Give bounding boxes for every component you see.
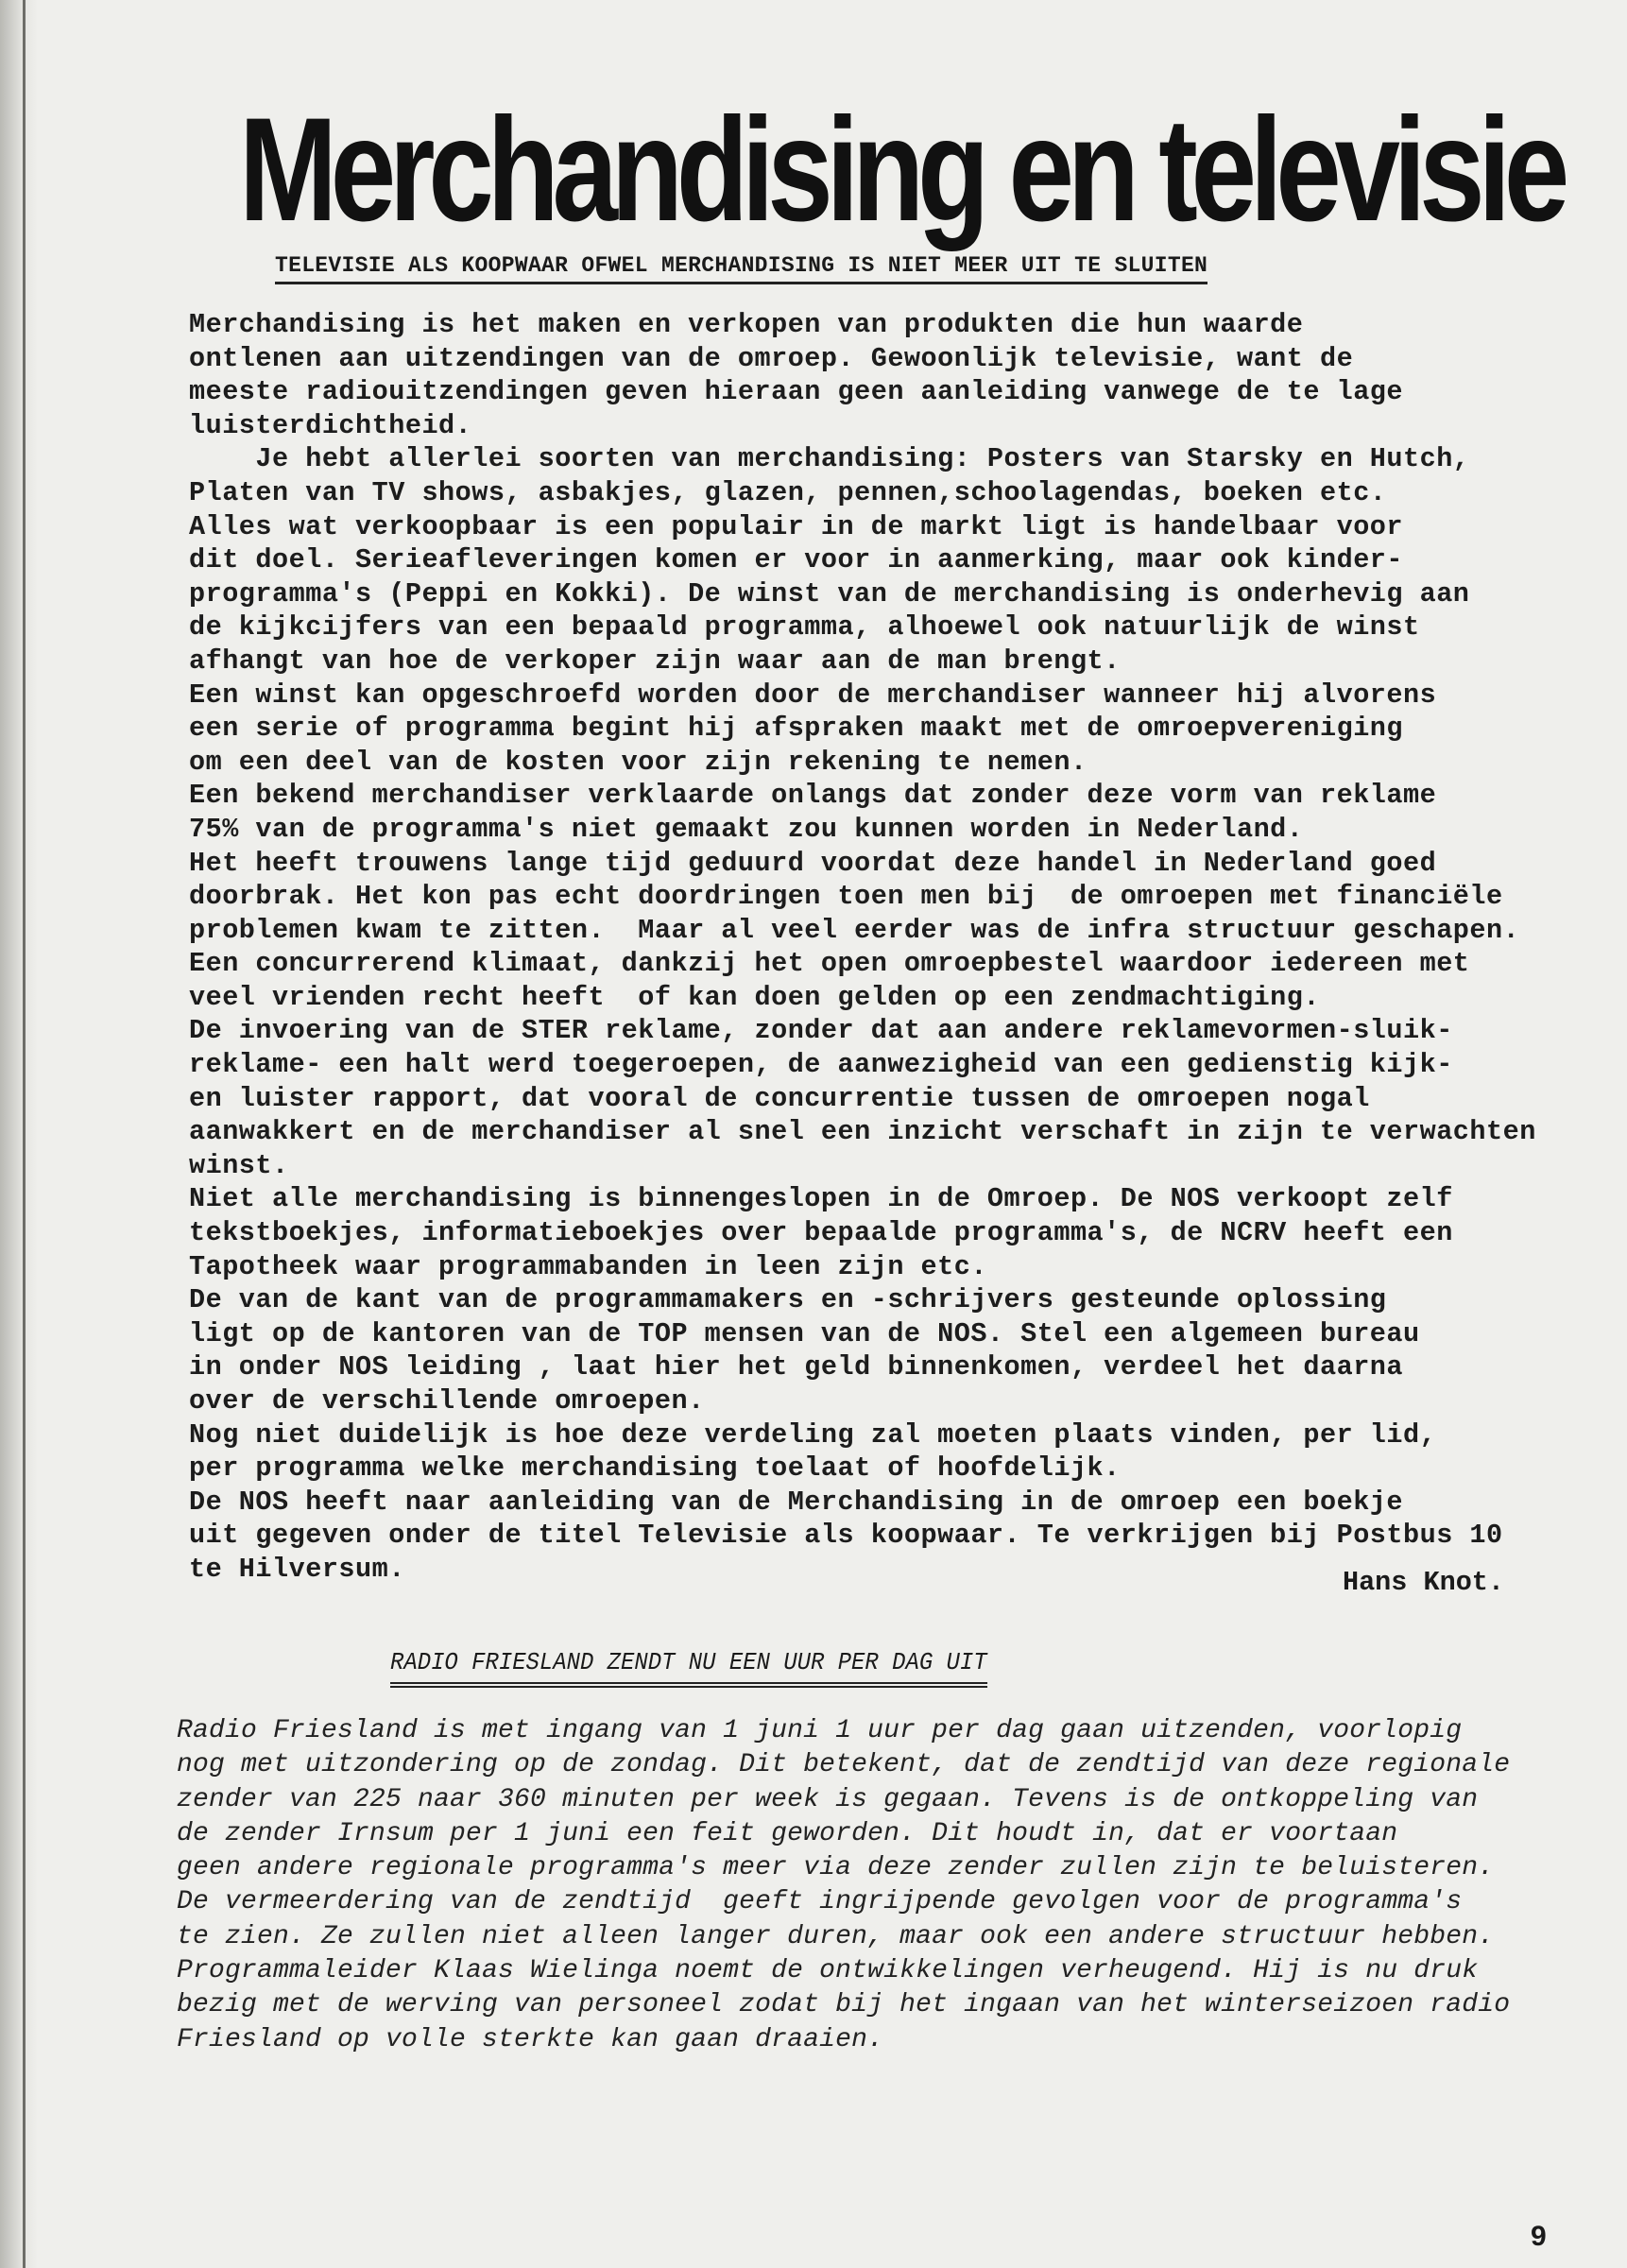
page-binding-shadow: [0, 0, 38, 2268]
text-line: winst.: [189, 1149, 289, 1181]
text-line: om een deel van de kosten voor zijn rekening te nemen.: [189, 746, 1088, 778]
text-line: De vermeerdering van de zendtijd geeft ingrijpende gevolgen voor de programma's: [177, 1887, 1463, 1917]
text-line: De NOS heeft naar aanleiding van de Merchandising in de omroep een boekje: [189, 1486, 1404, 1518]
article-body: [189, 308, 1536, 1587]
text-line: reklame- een halt werd toegeroepen, de aanwezigheid van een gedienstig kijk-: [189, 1049, 1453, 1081]
text-line: in onder NOS leiding , laat hier het geld binnenkomen, verdeel het daarna: [189, 1351, 1404, 1383]
text-line: te zien. Ze zullen niet alleen langer duren, maar ook een andere structuur hebben.: [177, 1921, 1495, 1951]
text-line: de kijkcijfers van een bepaald programma, alhoewel ook natuurlijk de winst: [189, 611, 1420, 644]
text-line: aanwakkert en de merchandiser al snel een inzicht verschaft in zijn te verwachten: [189, 1116, 1536, 1148]
text-line: luisterdichtheid.: [189, 409, 472, 441]
article-title: [239, 88, 1564, 252]
text-line: Friesland op volle sterkte kan gaan draaien.: [177, 2024, 884, 2054]
news-body: [177, 1714, 1510, 2057]
text-line: over de verschillende omroepen.: [189, 1385, 705, 1417]
binding-edge: [23, 0, 26, 2268]
text-line: afhangt van hoe de verkoper zijn waar aan de man brengt.: [189, 644, 1121, 677]
text-line: bezig met de werving van personeel zodat bij het ingaan van het winterseizoen radio: [177, 1990, 1511, 2020]
text-line: uit gegeven onder de titel Televisie als koopwaar. Te verkrijgen bij Postbus 10: [189, 1520, 1503, 1552]
text-line: meeste radiouitzendingen geven hieraan geen aanleiding vanwege de te lage: [189, 376, 1404, 408]
text-line: en luister rapport, dat vooral de concurrentie tussen de omroepen nogal: [189, 1082, 1370, 1114]
text-line: veel vrienden recht heeft of kan doen gelden op een zendmachtiging.: [189, 981, 1320, 1013]
page-number: 9: [1531, 2221, 1547, 2252]
text-line: Nog niet duidelijk is hoe deze verdeling zal moeten plaats vinden, per lid,: [189, 1418, 1437, 1451]
text-line: per programma welke merchandising toelaat of hoofdelijk.: [189, 1452, 1121, 1485]
text-line: 75% van de programma's niet gemaakt zou kunnen worden in Nederland.: [189, 813, 1304, 845]
text-line: de zender Irnsum per 1 juni een feit geworden. Dit houdt in, dat er voortaan: [177, 1818, 1398, 1848]
text-line: zender van 225 naar 360 minuten per week is gegaan. Tevens is de ontkoppeling van: [177, 1784, 1479, 1814]
text-line: Programmaleider Klaas Wielinga noemt de ontwikkelingen verheugend. Hij is nu druk: [177, 1956, 1479, 1986]
text-line: een serie of programma begint hij afspraken maakt met de omroepvereniging: [189, 713, 1404, 745]
text-line: ontlenen aan uitzendingen van de omroep. Gewoonlijk televisie, want de: [189, 342, 1354, 374]
text-line: Een concurrerend klimaat, dankzij het open omroepbestel waardoor iedereen met: [189, 948, 1470, 980]
text-line: Het heeft trouwens lange tijd geduurd voordat deze handel in Nederland goed: [189, 847, 1437, 879]
text-line: problemen kwam te zitten. Maar al veel eerder was de infra structuur geschapen.: [189, 914, 1520, 946]
text-line: tekstboekjes, informatieboekjes over bepaalde programma's, de NCRV heeft een: [189, 1217, 1453, 1249]
text-line: Niet alle merchandising is binnengeslopen in de Omroep. De NOS verkoopt zelf: [189, 1183, 1453, 1215]
article-subtitle: TELEVISIE ALS KOOPWAAR OFWEL MERCHANDISING IS NIET MEER UIT TE SLUITEN: [275, 253, 1207, 284]
text-line: Merchandising is het maken en verkopen van produkten die hun waarde: [189, 309, 1304, 340]
text-line: nog met uitzondering op de zondag. Dit betekent, dat de zendtijd van deze regionale: [177, 1750, 1511, 1780]
text-line: programma's (Peppi en Kokki). De winst van de merchandising is onderhevig aan: [189, 577, 1470, 610]
article-author: Hans Knot.: [1342, 1567, 1504, 1598]
text-line: ligt op de kantoren van de TOP mensen van de NOS. Stel een algemeen bureau: [189, 1317, 1420, 1349]
text-line: Een winst kan opgeschroefd worden door de merchandiser wanneer hij alvorens: [189, 679, 1437, 711]
text-line: geen andere regionale programma's meer via deze zender zullen zijn te beluisteren.: [177, 1853, 1495, 1883]
text-line: Radio Friesland is met ingang van 1 juni 1 uur per dag gaan uitzenden, voorlopig: [177, 1716, 1463, 1745]
text-line: doorbrak. Het kon pas echt doordringen toen men bij de omroepen met financiële: [189, 881, 1503, 913]
text-line: Je hebt allerlei soorten van merchandising: Posters van Starsky en Hutch,: [189, 443, 1470, 475]
text-line: dit doel. Serieafleveringen komen er voor in aanmerking, maar ook kinder-: [189, 544, 1404, 576]
text-line: Alles wat verkoopbaar is een populair in de markt ligt is handelbaar voor: [189, 510, 1404, 542]
text-line: De invoering van de STER reklame, zonder dat aan andere reklamevormen-sluik-: [189, 1015, 1453, 1047]
article-title-text: Merchandising en televisie: [239, 88, 1564, 252]
text-line: Platen van TV shows, asbakjes, glazen, pennen,schoolagendas, boeken etc.: [189, 476, 1387, 508]
text-line: Tapotheek waar programmabanden in leen zijn etc.: [189, 1250, 987, 1282]
news-heading: RADIO FRIESLAND ZENDT NU EEN UUR PER DAG UIT: [390, 1648, 987, 1688]
text-line: De van de kant van de programmamakers en -schrijvers gesteunde oplossing: [189, 1284, 1387, 1316]
text-line: te Hilversum.: [189, 1553, 405, 1585]
text-line: Een bekend merchandiser verklaarde onlangs dat zonder deze vorm van reklame: [189, 780, 1437, 812]
